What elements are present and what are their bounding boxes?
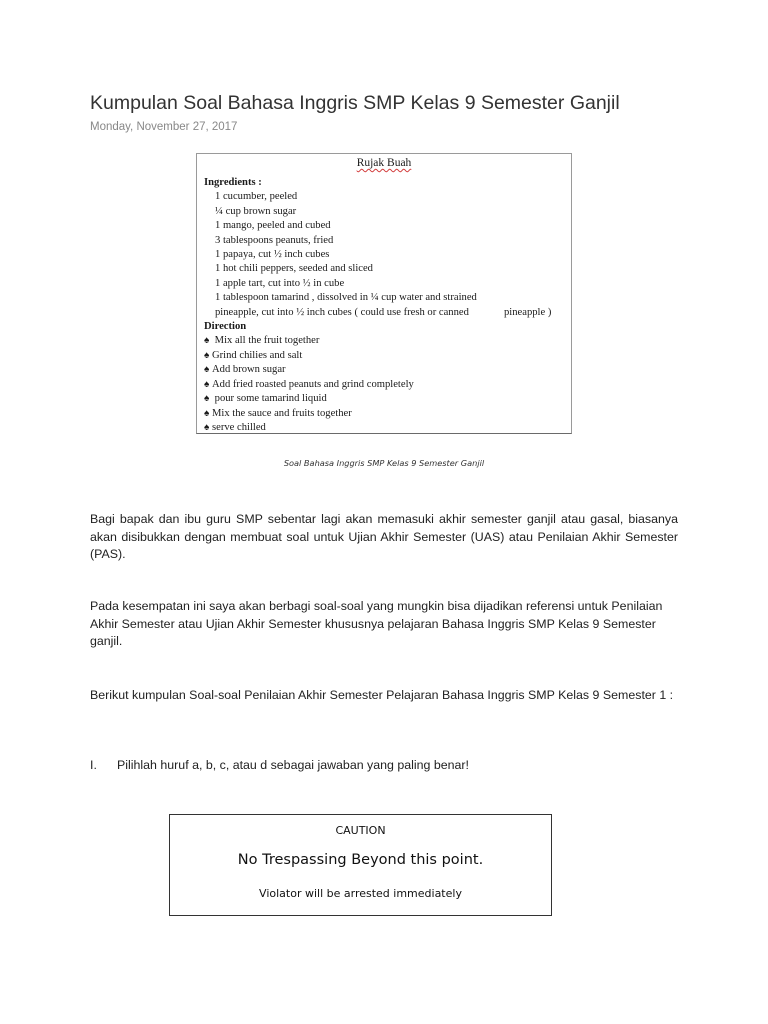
image-caption: Soal Bahasa Inggris SMP Kelas 9 Semester Ganjil — [283, 458, 485, 468]
recipe-body — [204, 176, 567, 435]
ingredient-continuation — [204, 306, 567, 320]
direction-text: Add fried roasted peanuts and grind completely — [212, 378, 414, 390]
paragraph-purpose: Pada kesempatan ini saya akan berbagi soal-soal yang mungkin bisa dijadikan referensi untuk Penilaian Akhir Semester atau Ujian Akhir Semester khususnya pelajaran Bahasa Inggris SMP Kelas 9 Semester ganjil. — [90, 599, 663, 648]
bullet-drop-icon: ♠ — [204, 407, 210, 419]
bullet-drop-icon: ♠ — [204, 393, 210, 405]
ingredient-item: 1 papaya, cut ½ inch cubes — [215, 249, 330, 261]
direction-item — [204, 407, 567, 421]
direction-item — [204, 392, 567, 406]
ingredient-item: 1 mango, peeled and cubed — [215, 220, 331, 232]
paragraph-intro: Bagi bapak dan ibu guru SMP sebentar lagi akan memasuki akhir semester ganjil atau gasal, biasanya akan disibukkan dengan membuat soal untuk Ujian Akhir Semester (UAS) atau Penilaian Akhir Semester (PAS). — [90, 512, 678, 561]
bullet-drop-icon: ♠ — [204, 421, 210, 433]
caution-sub-text: Violator will be arrested immediately — [259, 887, 462, 900]
direction-item — [204, 363, 567, 377]
ingredient-item: 1 cucumber, peeled — [215, 191, 298, 203]
ingredient-continuation-tail: pineapple ) — [504, 306, 552, 318]
post-title: Kumpulan Soal Bahasa Inggris SMP Kelas 9 Semester Ganjil — [90, 92, 620, 114]
direction-text: Grind chilies and salt — [212, 349, 303, 361]
direction-label: Direction — [204, 321, 247, 333]
ingredient-item: 1 tablespoon tamarind , dissolved in ¼ cup water and strained — [215, 292, 477, 304]
ingredient-item: 3 tablespoons peanuts, fried — [215, 234, 334, 246]
caution-heading: CAUTION — [335, 824, 386, 837]
ingredient-item: 1 apple tart, cut into ½ in cube — [215, 277, 345, 289]
post-date: Monday, November 27, 2017 — [90, 121, 238, 133]
direction-item — [204, 378, 567, 392]
direction-item — [204, 349, 567, 363]
instruction-number: I. — [90, 758, 97, 772]
direction-text: Mix the sauce and fruits together — [212, 407, 352, 419]
instruction-text: Pilihlah huruf a, b, c, atau d sebagai jawaban yang paling benar! — [117, 758, 470, 772]
ingredients-label: Ingredients : — [204, 177, 262, 188]
direction-text: Mix all the fruit together — [214, 335, 320, 347]
direction-text: Add brown sugar — [212, 364, 286, 376]
recipe-title — [197, 156, 571, 170]
recipe-image — [196, 153, 572, 434]
direction-text: serve chilled — [212, 421, 266, 433]
bullet-drop-icon: ♠ — [204, 364, 210, 376]
direction-text: pour some tamarind liquid — [214, 393, 327, 405]
bullet-drop-icon: ♠ — [204, 335, 210, 347]
paragraph-lead-in: Berikut kumpulan Soal-soal Penilaian Akhir Semester Pelajaran Bahasa Inggris SMP Kelas 9 Semester 1 : — [90, 688, 674, 702]
caution-main-text: No Trespassing Beyond this point. — [237, 852, 484, 868]
ingredient-item: ¼ cup brown sugar — [215, 205, 297, 217]
instruction-item — [90, 758, 469, 772]
direction-item — [204, 334, 567, 348]
recipe-title-text: Rujak Buah — [356, 157, 412, 169]
bullet-drop-icon: ♠ — [204, 378, 210, 390]
caution-sign-image — [169, 814, 552, 916]
bullet-drop-icon: ♠ — [204, 349, 210, 361]
ingredient-continuation-text: pineapple, cut into ½ inch cubes ( could use fresh or canned — [215, 306, 469, 318]
direction-item — [204, 421, 567, 435]
ingredient-item: 1 hot chili peppers, seeded and sliced — [215, 263, 373, 275]
